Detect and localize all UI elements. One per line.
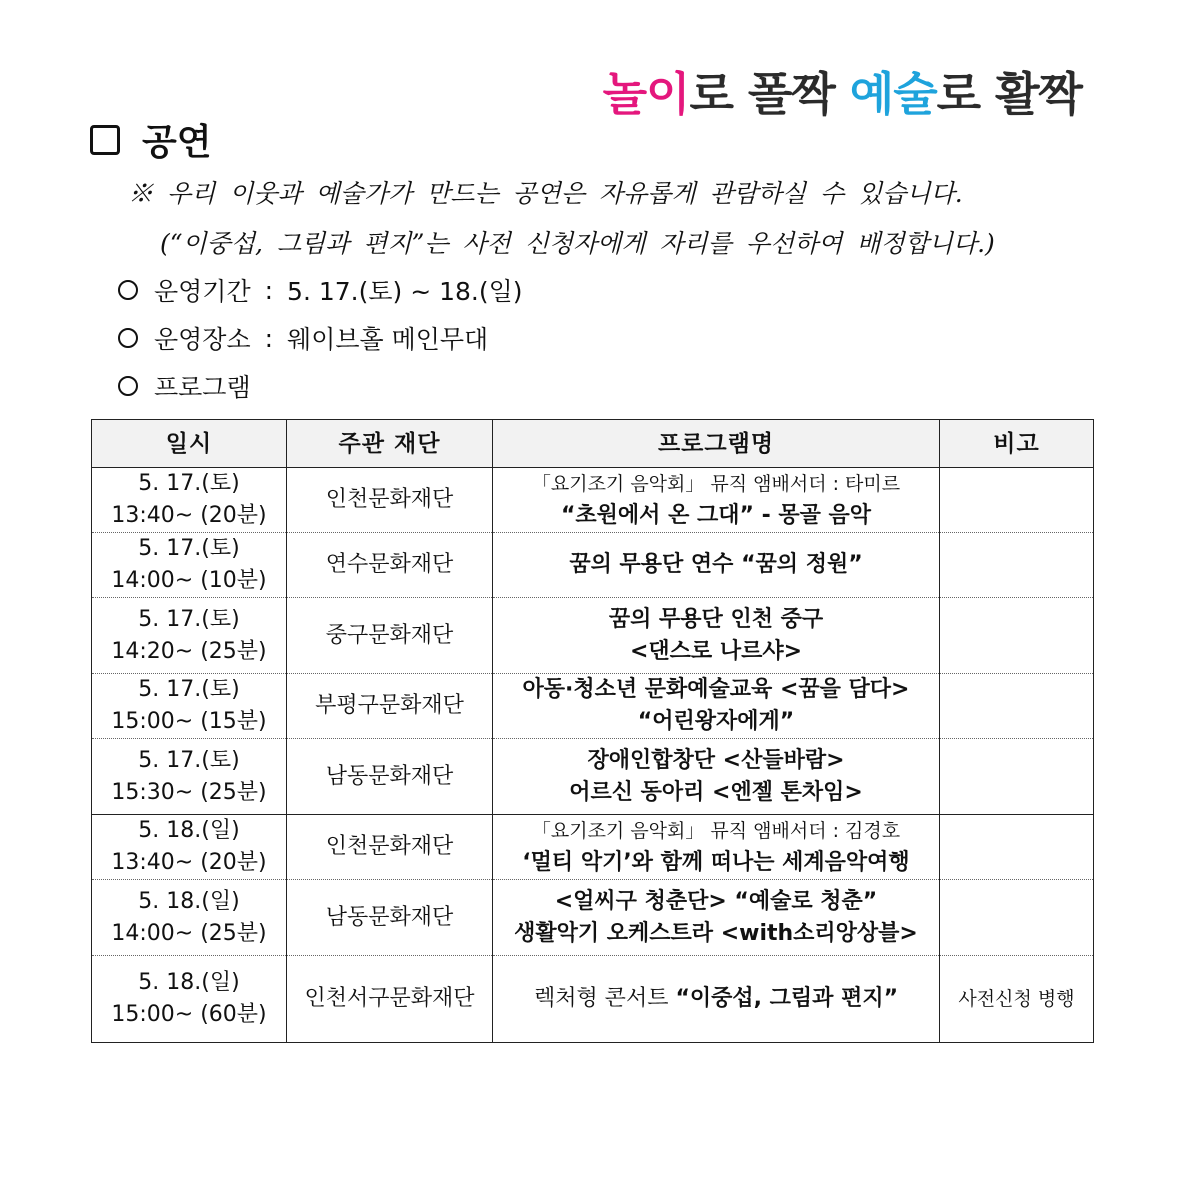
note-line-2: (“이중섭, 그림과 편지”는 사전 신청자에게 자리를 우선하여 배정합니다.) xyxy=(160,229,995,258)
date: 5. 18.(일) xyxy=(138,970,240,995)
circle-bullet-icon xyxy=(118,376,138,396)
header-remarks: 비고 xyxy=(940,420,1094,468)
program-cell xyxy=(493,956,940,1043)
separator: : xyxy=(264,275,274,305)
header-datetime: 일시 xyxy=(92,420,287,468)
period-label: 운영기간 xyxy=(154,277,251,306)
program-table xyxy=(91,419,1094,1043)
time: 15:00~ (15분) xyxy=(111,709,267,734)
program-label: 프로그램 xyxy=(154,373,251,402)
table-row xyxy=(92,739,1094,815)
program-line-2: “어린왕자에게” xyxy=(637,709,795,734)
datetime-cell xyxy=(92,533,287,598)
datetime-cell xyxy=(92,739,287,815)
section-title: 공연 xyxy=(142,122,212,163)
program-cell xyxy=(493,468,940,533)
note-line-1: ※ 우리 이웃과 예술가가 만드는 공연은 자유롭게 관람하실 수 있습니다. xyxy=(128,179,963,208)
program-cell xyxy=(493,598,940,674)
period-value: 5. 17.(토) ~ 18.(일) xyxy=(287,277,523,306)
table-row xyxy=(92,598,1094,674)
header-program: 프로그램명 xyxy=(493,420,940,468)
date: 5. 17.(토) xyxy=(138,536,240,561)
organizer-cell: 남동문화재단 xyxy=(287,880,493,956)
organizer-cell: 인천문화재단 xyxy=(287,815,493,880)
program-line-2: “이중섭, 그림과 편지” xyxy=(675,986,899,1011)
circle-bullet-icon xyxy=(118,328,138,348)
separator: : xyxy=(264,323,274,353)
program-line-1: 꿈의 무용단 인천 중구 xyxy=(608,606,824,632)
program-cell xyxy=(493,674,940,739)
program-line-2: ‘멀티 악기’와 함께 떠나는 세계음악여행 xyxy=(522,850,910,875)
square-bullet-icon xyxy=(90,125,120,155)
time: 13:40~ (20분) xyxy=(111,850,267,875)
table-row xyxy=(92,468,1094,533)
time: 14:00~ (10분) xyxy=(111,568,267,593)
table-row xyxy=(92,880,1094,956)
program-cell xyxy=(493,533,940,598)
program-line-2: <댄스로 나르샤> xyxy=(629,638,803,664)
datetime-cell xyxy=(92,956,287,1043)
table-row xyxy=(92,956,1094,1043)
organizer-cell: 남동문화재단 xyxy=(287,739,493,815)
remarks-cell xyxy=(940,598,1094,674)
organizer-cell: 인천문화재단 xyxy=(287,468,493,533)
header-organizer: 주관 재단 xyxy=(287,420,493,468)
info-period xyxy=(118,272,523,308)
date: 5. 17.(토) xyxy=(138,606,240,632)
date: 5. 18.(일) xyxy=(138,888,240,914)
datetime-cell xyxy=(92,598,287,674)
remarks-cell: 사전신청 병행 xyxy=(940,956,1094,1043)
program-line-2: 어르신 동아리 <엔젤 톤차임> xyxy=(569,779,863,805)
time: 14:00~ (25분) xyxy=(111,920,267,946)
time: 14:20~ (25분) xyxy=(111,638,267,664)
remarks-cell xyxy=(940,533,1094,598)
slogan-part-1: 놀이 xyxy=(602,67,690,121)
info-place xyxy=(118,320,488,356)
circle-bullet-icon xyxy=(118,280,138,300)
time: 15:00~ (60분) xyxy=(111,1002,267,1027)
organizer-cell: 부평구문화재단 xyxy=(287,674,493,739)
program-cell xyxy=(493,880,940,956)
table-row xyxy=(92,674,1094,739)
slogan-part-2: 로 폴짝 xyxy=(689,67,850,121)
datetime-cell xyxy=(92,468,287,533)
date: 5. 17.(토) xyxy=(138,471,240,496)
place-value: 웨이브홀 메인무대 xyxy=(287,325,489,354)
date: 5. 18.(일) xyxy=(138,818,240,843)
program-line-2: 생활악기 오케스트라 <with소리앙상블> xyxy=(514,920,918,946)
organizer-cell: 인천서구문화재단 xyxy=(287,956,493,1043)
program-cell xyxy=(493,815,940,880)
time: 15:30~ (25분) xyxy=(111,779,267,805)
program-line-1: 「요기조기 음악회」 뮤직 앰배서더 : 타미르 xyxy=(531,473,901,495)
datetime-cell xyxy=(92,815,287,880)
slogan-part-3: 예술 xyxy=(849,67,937,121)
remarks-cell xyxy=(940,815,1094,880)
program-line-1: 장애인합창단 <산들바람> xyxy=(587,747,845,773)
remarks-cell xyxy=(940,674,1094,739)
table-header-row xyxy=(92,420,1094,468)
date: 5. 17.(토) xyxy=(138,747,240,773)
remarks-cell xyxy=(940,468,1094,533)
place-label: 운영장소 xyxy=(154,325,251,354)
program-cell xyxy=(493,739,940,815)
info-program xyxy=(118,368,251,404)
program-line-1: 아동·청소년 문화예술교육 <꿈을 담다> xyxy=(522,677,910,702)
date: 5. 17.(토) xyxy=(138,677,240,702)
program-line-1: 렉처형 콘서트 xyxy=(533,986,676,1011)
program-line-2: “초원에서 온 그대” - 몽골 음악 xyxy=(560,503,872,528)
slogan xyxy=(603,58,1082,124)
datetime-cell xyxy=(92,880,287,956)
table-row xyxy=(92,815,1094,880)
organizer-cell: 연수문화재단 xyxy=(287,533,493,598)
remarks-cell xyxy=(940,739,1094,815)
organizer-cell: 중구문화재단 xyxy=(287,598,493,674)
program-line-1: 「요기조기 음악회」 뮤직 앰배서더 : 김경호 xyxy=(531,820,901,842)
program-line-1: <얼씨구 청춘단> “예술로 청춘” xyxy=(554,888,878,914)
slogan-part-4: 로 활짝 xyxy=(936,67,1082,121)
time: 13:40~ (20분) xyxy=(111,503,267,528)
section-heading xyxy=(90,114,212,165)
remarks-cell xyxy=(940,880,1094,956)
datetime-cell xyxy=(92,674,287,739)
program-line-1: 꿈의 무용단 연수 “꿈의 정원” xyxy=(569,552,863,577)
table-row xyxy=(92,533,1094,598)
